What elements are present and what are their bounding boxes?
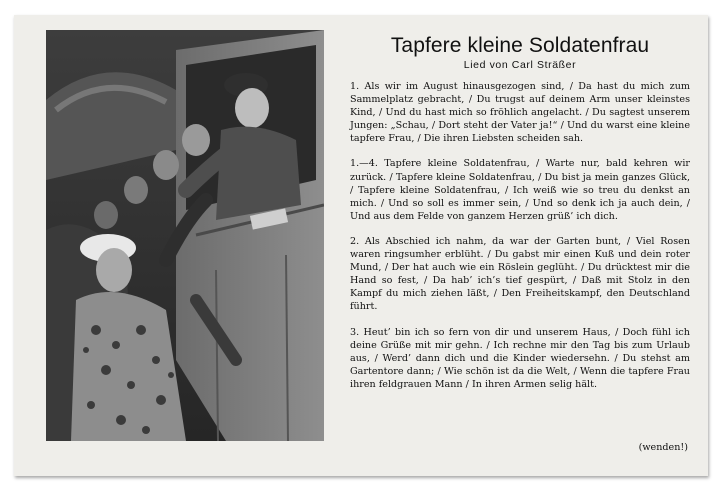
postcard	[14, 15, 708, 476]
song-author: Lied von Carl Sträßer	[463, 59, 577, 71]
song-title: Tapfere kleine Soldatenfrau	[390, 34, 650, 57]
verse-2: 2. Als Abschied ich nahm, da war der Garten bunt, / Viel Rosen waren ringsumher erblüht. / Du gabst mir einen Kuß und dein roter Mund, / Der hat auch wie ein Röslein geglüht. / Du drücktest mir die Hand so fest, / Da hab’ ich’s tief gespürt, / Daß mit Stolz in den Kampf du mich ziehen läßt, / Den Freiheitskampf, den Deutschland führt.	[350, 235, 690, 313]
farewell-photo	[46, 30, 324, 441]
verse-3: 3. Heut’ bin ich so fern von dir und unserem Haus, / Doch fühl ich deine Grüße mit mir gehn. / Ich rechne mir den Tag bis zum Urlaub aus, / Werd’ dann dich und die Kinder wiedersehn. / Du stehst am Gartentore dann; / Wie schön ist da die Welt, / Wenn die tapfere Frau ihren feldgrauen Mann / In ihren Armen selig hält.	[350, 326, 690, 390]
verse-1: 1. Als wir im August hinausgezogen sind, / Da hast du mich zum Sammelplatz gebracht, / Du trugst auf deinem Arm unser kleinstes Kind, / Und du hast mich so fröhlich angelacht. / Du sagtest unserem Jungen: „Schau, / Dort steht der Vater ja!“ / Und du warst eine kleine tapfere Frau, / Die ihren Liebsten scheiden sah.	[350, 81, 690, 145]
turn-over-note: (wenden!)	[638, 442, 688, 453]
chorus: 1.—4. Tapfere kleine Soldatenfrau, / Warte nur, bald kehren wir zurück. / Tapfere kleine Soldatenfrau, / Du bist ja mein ganzes Glück, / Tapfere kleine Soldatenfrau, / Ich weiß wie so treu du denkst an mich. / Und so soll es immer sein, / Und so denk ich ja auch dein, / Und aus dem Felde von ganzem Herzen grüß’ ich dich.	[350, 158, 690, 222]
song-text	[350, 33, 690, 453]
